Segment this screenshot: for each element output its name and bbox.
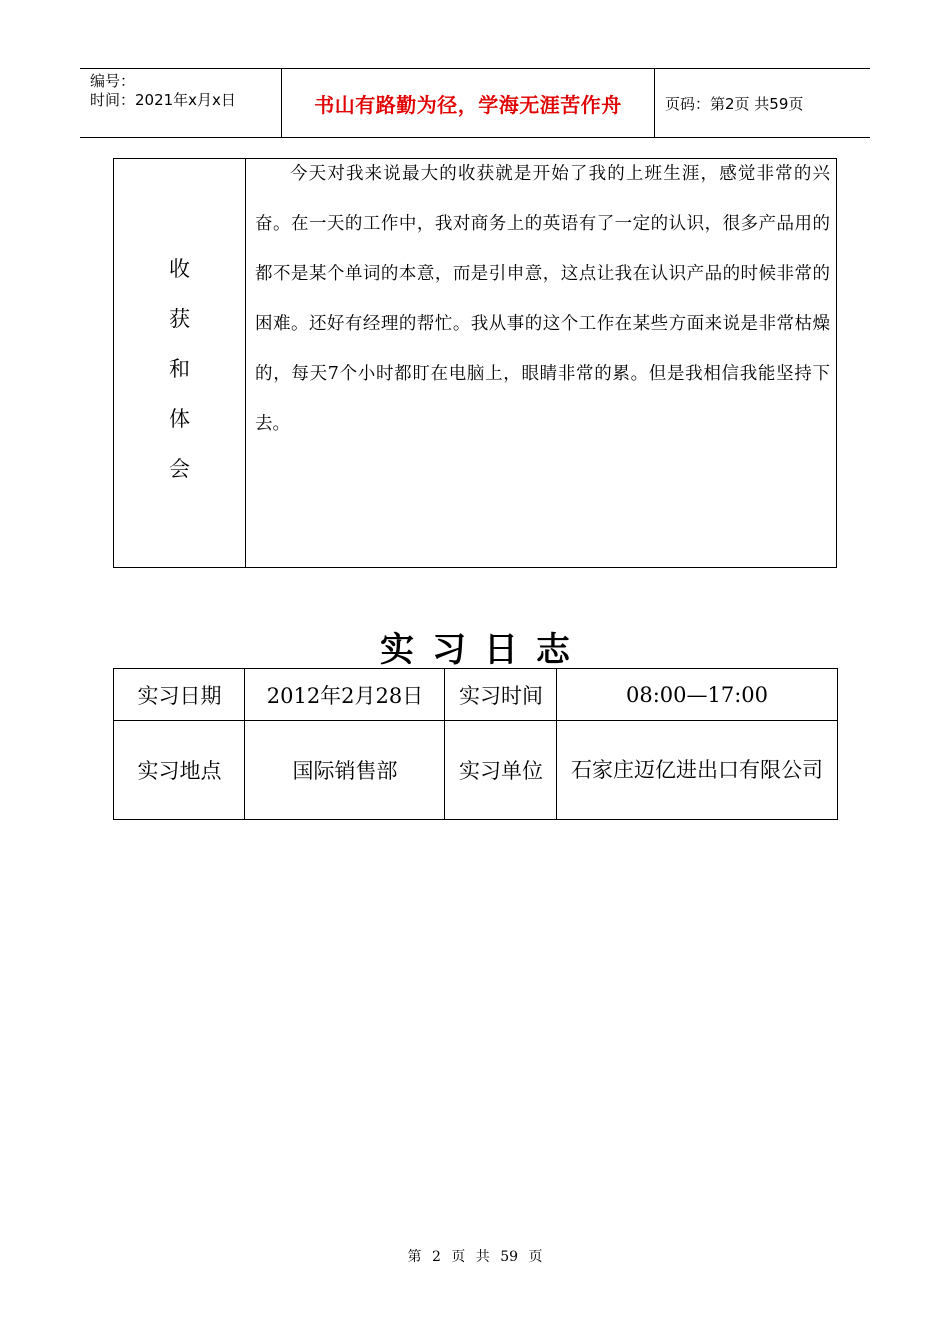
header-meta [80, 69, 282, 137]
reflection-label-char: 会 [169, 457, 190, 481]
header-page-info: 页码：第2页 共59页 [665, 94, 804, 113]
reflection-label-column [114, 159, 246, 567]
header-motto-cell [282, 69, 655, 137]
log-info-table [113, 668, 838, 820]
date-value: 2012年2月28日 [266, 684, 424, 708]
page-header [80, 68, 870, 138]
date-label: 实习日期 [137, 684, 222, 708]
log-title: 实习日志 [380, 630, 588, 670]
header-motto: 书山有路勤为径，学海无涯苦作舟 [314, 92, 622, 117]
time-label: 实习时间 [459, 684, 543, 708]
place-value: 国际销售部 [292, 759, 398, 783]
reflection-text: 今天对我来说最大的收获就是开始了我的上班生涯，感觉非常的兴奋。在一天的工作中，我对商务上的英语有了一定的认识，很多产品用的都不是某个单词的本意，而是引申意，这点让我在认识产品的时候非常的困难。还好有经理的帮忙。我从事的这个工作在某些方面来说是非常枯燥的，每天7个小时都盯在电脑上，眼睛非常的累。但是我相信我能坚持下去。 [255, 164, 830, 434]
header-date: 时间：2021年x月x日 [90, 91, 236, 109]
unit-label: 实习单位 [459, 759, 543, 783]
reflection-label-char: 和 [169, 357, 190, 381]
header-number-label: 编号： [90, 72, 136, 90]
page-footer: 第 2 页 共 59 页 [407, 1249, 543, 1265]
place-label: 实习地点 [137, 759, 222, 783]
reflection-label-char: 获 [169, 307, 190, 331]
unit-value: 石家庄迈亿进出口有限公司 [571, 758, 823, 782]
reflection-label-char: 体 [169, 407, 190, 431]
time-value: 08:00—17:00 [625, 683, 769, 707]
reflection-table [113, 158, 837, 568]
reflection-label-char: 收 [169, 257, 190, 281]
